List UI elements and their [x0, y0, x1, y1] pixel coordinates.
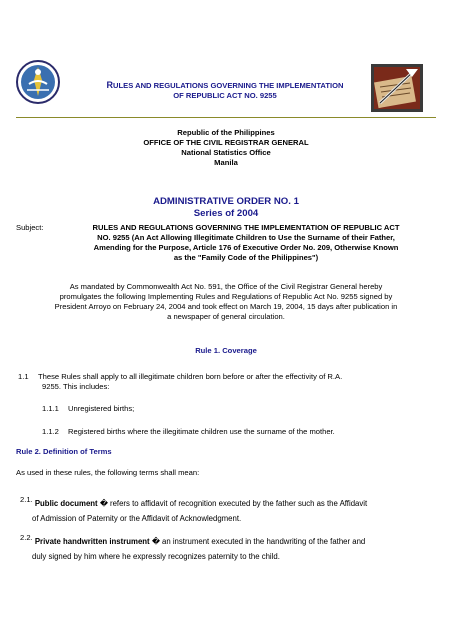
subject-line1: RULES AND REGULATIONS GOVERNING THE IMPLEMENTATION OF REPUBLIC ACT [92, 223, 400, 232]
item-1-1-1-number: 1.1.1 [42, 404, 59, 413]
preamble-line4: a newspaper of general circulation. [167, 312, 285, 321]
title-line1: ULES AND REGULATIONS GOVERNING THE IMPLEMENTATION [113, 81, 344, 90]
issuer-line4: Manila [214, 158, 238, 167]
issuer-line1: Republic of the Philippines [177, 128, 275, 137]
def-2-1-line2: of Admission of Paternity or the Affidavit of Acknowledgment. [32, 514, 242, 523]
subject-line2: NO. 9255 (An Act Allowing Illegitimate Children to Use the Surname of their Father, [97, 233, 395, 242]
item-1-1-text [38, 372, 438, 393]
item-1-1-1-text: Unregistered births; [68, 404, 135, 413]
subject-line4: as the "Family Code of the Philippines") [173, 253, 319, 262]
order-title-block [0, 196, 452, 219]
def-2-1-number: 2.1. [20, 495, 33, 504]
def-2-1-text: � refers to affidavit of recognition executed by the father such as the Affidavit [97, 499, 368, 508]
definition-2-2 [20, 530, 440, 564]
civil-registrar-seal-icon [15, 58, 61, 106]
def-2-1-term: Public document [34, 499, 98, 508]
item-1-1-line2: 9255. This includes: [42, 382, 110, 392]
def-2-2-text: � an instrument executed in the handwriting of the father and [149, 537, 366, 546]
subject-text [52, 223, 440, 263]
def-2-2-line2: duly signed by him where he expressly recognizes paternity to the child. [32, 552, 280, 561]
issuer-line3: National Statistics Office [181, 148, 271, 157]
preamble-line2: promulgates the following Implementing Rules and Regulations of Republic Act No. 9255 signed by [59, 292, 393, 301]
issuer-line2: OFFICE OF THE CIVIL REGISTRAR GENERAL [143, 138, 309, 147]
subject-line3: Amending for the Purpose, Article 176 of Executive Order No. 209, Otherwise Known [93, 243, 399, 252]
rule2-intro: As used in these rules, the following terms shall mean: [16, 468, 200, 477]
preamble-line3: President Arroyo on February 24, 2004 and took effect on March 19, 2004, 15 days after publication in [54, 302, 398, 311]
subject-label: Subject: [16, 223, 44, 232]
preamble [6, 282, 446, 322]
rule2-heading: Rule 2. Definition of Terms [16, 447, 112, 456]
item-1-1-line1: These Rules shall apply to all illegitimate children born before or after the effectivity of R.A. [38, 372, 343, 381]
document-header-title [70, 80, 380, 101]
order-series: Series of 2004 [193, 207, 259, 219]
pen-and-document-icon [370, 63, 424, 113]
def-2-2-number: 2.2. [20, 533, 33, 542]
def-2-2-term: Private handwritten instrument [34, 537, 150, 546]
item-1-1-2-text: Registered births where the illegitimate children use the surname of the mother. [68, 427, 335, 436]
header-divider [16, 117, 436, 118]
title-line2: OF REPUBLIC ACT NO. 9255 [173, 91, 277, 100]
item-1-1-number: 1.1 [18, 372, 29, 381]
issuer-block [0, 128, 452, 168]
title-initial: R [106, 80, 113, 90]
order-title: ADMINISTRATIVE ORDER NO. 1 [153, 196, 299, 207]
definition-2-1 [20, 492, 440, 526]
rule1-heading: Rule 1. Coverage [195, 346, 257, 355]
item-1-1-2-number: 1.1.2 [42, 427, 59, 436]
preamble-line1: As mandated by Commonwealth Act No. 591, the Office of the Civil Registrar General hereby [69, 282, 383, 291]
